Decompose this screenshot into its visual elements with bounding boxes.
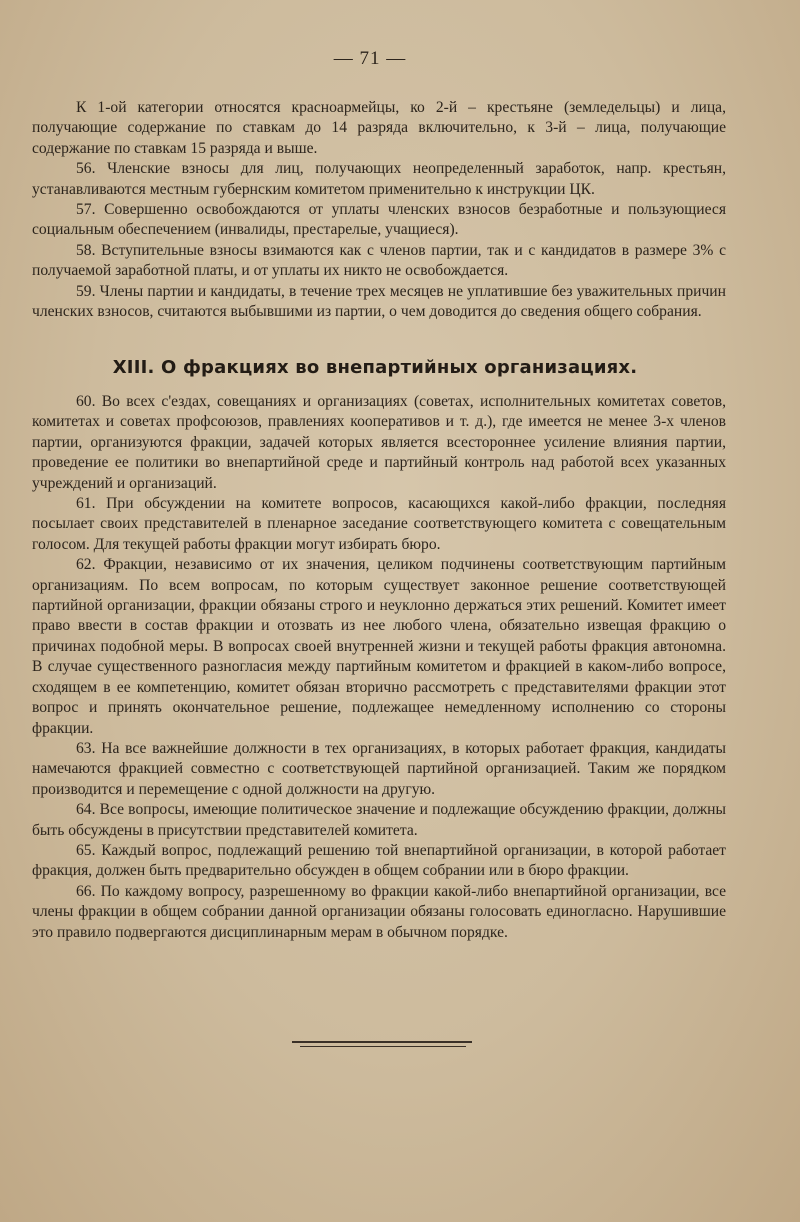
- section-heading: XIII. О фракциях во внепартийных организациях.: [112, 357, 638, 378]
- paragraph-60: 60. Во всех с'ездах, совещаниях и организациях (советах, исполнительных комитетах советов, комитетах и советах профсоюзов, правлениях кооперативов и т. д.), где имеется не менее 3-х членов партии, организуются фракции, задачей которых является всестороннее усиление влияния партии, проведение ее политики во внепартийной среде и партийный контроль над работой всех указанных учреждений и организаций.: [32, 393, 726, 492]
- paragraph-59: 59. Члены партии и кандидаты, в течение трех месяцев не уплатившие без уважительных причин членских взносов, считаются выбывшими из партии, о чем доводится до сведения общего собрания.: [32, 282, 726, 321]
- paragraph-66: 66. По каждому вопросу, разрешенному во фракции какой-либо внепартийной организации, все члены фракции в общем собрании данной организации обязаны голосовать единогласно. Нарушившие это правило подвергаются дисциплинарным мерам в обычном порядке.: [32, 882, 726, 941]
- paragraph-63: 63. На все важнейшие должности в тех организациях, в которых работает фракция, кандидаты намечаются фракцией совместно с соответствующей партийной организацией. Таким же порядком производится и перемещение с одной должности на другую.: [32, 739, 726, 798]
- paragraph-62: 62. Фракции, независимо от их значения, целиком подчинены соответствующим партийным организациям. По всем вопросам, по которым существует законное решение соответствующей партийной организации, фракции обязаны строго и неуклонно держаться этих решений. Комитет имеет право ввести в состав фракции и отозвать из нее любого члена, обязательно извещая фракцию о причинах подобной меры. В вопросах своей внутренней жизни и текущей работы фракция автономна. В случае существенного разногласия между партийным комитетом и фракцией в каком-либо вопросе, сходящем в ее компетенцию, комитет обязан вторично рассмотреть с представителями фракции этот вопрос и принять окончательное решение, подлежащее немедленному исполнению со стороны фракции.: [32, 556, 726, 737]
- body-text-before-section: [32, 98, 726, 322]
- end-rule: [292, 1041, 472, 1043]
- end-rule-thin: [300, 1046, 466, 1047]
- paragraph-categories: К 1-ой категории относятся красноармейцы, ко 2-й – крестьяне (земледельцы) и лица, получающие содержание по ставкам до 14 разряда включительно, к 3-й – лица, получающие содержание по ставкам 15 разряда и выше.: [32, 99, 726, 157]
- paragraph-65: 65. Каждый вопрос, подлежащий решению той внепартийной организации, в которой работает фракция, должен быть предварительно обсужден в общем собрании или в бюро фракции.: [32, 841, 726, 880]
- paragraph-57: 57. Совершенно освобождаются от уплаты членских взносов безработные и пользующиеся социальным обеспечением (инвалиды, престарелые, учащиеся).: [32, 201, 726, 239]
- paragraph-56: 56. Членские взносы для лиц, получающих неопределенный заработок, напр. крестьян, устанавливаются местным губернским комитетом применительно к инструкции ЦК.: [32, 160, 726, 198]
- body-text-section-xiii: [32, 392, 726, 943]
- paragraph-58: 58. Вступительные взносы взимаются как с членов партии, так и с кандидатов в размере 3% с получаемой заработной платы, и от уплаты их никто не освобождается.: [32, 241, 726, 280]
- paragraph-61: 61. При обсуждении на комитете вопросов, касающихся какой-либо фракции, последняя посылает своих представителей в пленарное заседание соответствующего комитета с совещательным голосом. Для текущей работы фракции могут избирать бюро.: [32, 495, 726, 553]
- page-number: — 71 —: [333, 48, 407, 69]
- paragraph-64: 64. Все вопросы, имеющие политическое значение и подлежащие обсуждению фракции, должны быть обсуждены в присутствии представителей комитета.: [32, 801, 726, 839]
